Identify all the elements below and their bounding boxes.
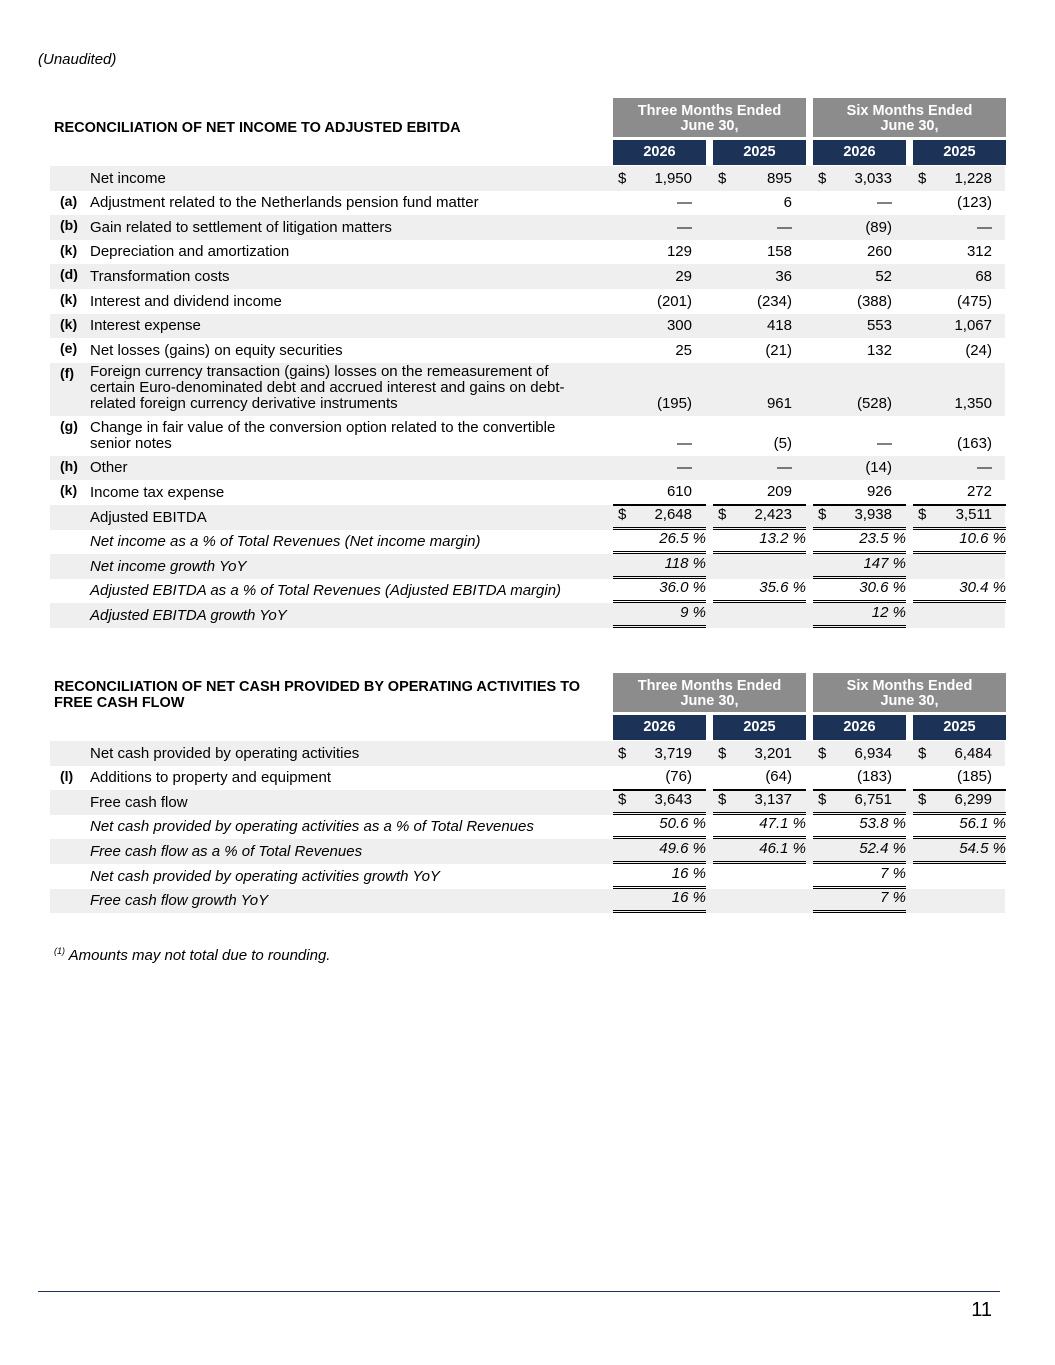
value-cell <box>813 864 906 889</box>
table-row <box>50 815 1005 840</box>
currency-symbol: $ <box>618 790 627 808</box>
value-cell <box>713 530 806 555</box>
currency-symbol: $ <box>718 505 727 523</box>
cell-value: (76) <box>665 768 692 786</box>
value-cell <box>613 889 706 914</box>
cell-value: 1,350 <box>954 394 992 412</box>
value-cell <box>613 741 706 766</box>
value-cell <box>713 741 806 766</box>
value-cell <box>813 289 906 314</box>
footnote-mark: (a) <box>60 192 78 209</box>
cell-value: 209 <box>766 482 792 500</box>
cell-value: — <box>677 434 692 452</box>
cell-value: 3,201 <box>754 744 792 762</box>
value-cell <box>613 839 706 864</box>
period-label: Three Months Ended <box>637 678 782 694</box>
currency-symbol: $ <box>718 744 727 762</box>
cell-value: 1,228 <box>954 169 992 187</box>
value-cell <box>813 338 906 363</box>
year-header: 2025 <box>913 715 1006 740</box>
value-cell <box>913 889 1006 914</box>
cell-value: 29 <box>675 267 692 285</box>
footnote-text: Amounts may not total due to rounding. <box>68 947 331 964</box>
value-cell <box>913 864 1006 889</box>
value-cell <box>613 191 706 216</box>
cell-value: 2,423 <box>754 505 792 523</box>
table-row <box>50 314 1005 339</box>
row-label: Adjusted EBITDA <box>90 508 207 526</box>
value-cell <box>713 579 806 604</box>
row-label: Net cash provided by operating activities growth YoY <box>90 867 440 885</box>
value-cell <box>713 363 806 416</box>
table-row <box>50 215 1005 240</box>
table-row <box>50 530 1005 555</box>
footnote-mark: (g) <box>60 417 78 434</box>
value-cell <box>613 363 706 416</box>
cell-value: 7 % <box>880 889 906 907</box>
value-cell <box>713 289 806 314</box>
table-row <box>50 790 1005 815</box>
year-header: 2025 <box>913 140 1006 165</box>
table-row <box>50 480 1005 505</box>
value-cell <box>913 766 1006 791</box>
cell-value: 52 <box>875 267 892 285</box>
footer-divider <box>38 1291 1000 1292</box>
value-cell <box>813 530 906 555</box>
value-cell <box>713 603 806 628</box>
row-label: Net losses (gains) on equity securities <box>90 341 343 359</box>
table-row <box>50 741 1005 766</box>
row-label: Other <box>90 459 128 477</box>
cell-value: 53.8 % <box>859 815 906 833</box>
rounding-footnote <box>54 946 330 964</box>
cell-value: 300 <box>666 317 692 335</box>
currency-symbol: $ <box>618 744 627 762</box>
value-cell <box>713 839 806 864</box>
value-cell <box>913 314 1006 339</box>
cell-value: (64) <box>765 768 792 786</box>
cell-value: (528) <box>856 394 892 412</box>
page-number: 11 <box>971 1299 992 1321</box>
value-cell <box>913 166 1006 191</box>
cell-value: 56.1 % <box>959 815 1006 833</box>
cell-value: 926 <box>866 482 892 500</box>
currency-symbol: $ <box>918 169 927 187</box>
value-cell <box>913 240 1006 265</box>
cell-value: 30.4 % <box>959 579 1006 597</box>
value-cell <box>613 338 706 363</box>
year-header: 2026 <box>613 140 706 165</box>
value-cell <box>613 790 706 815</box>
currency-symbol: $ <box>918 790 927 808</box>
row-label: Change in fair value of the conversion option related to the convertible senior notes <box>90 418 556 452</box>
currency-symbol: $ <box>718 169 727 187</box>
row-label: Free cash flow <box>90 793 188 811</box>
value-cell <box>713 480 806 505</box>
value-cell <box>913 338 1006 363</box>
value-cell <box>613 579 706 604</box>
value-cell <box>813 790 906 815</box>
cell-value: 25 <box>675 341 692 359</box>
value-cell <box>813 505 906 530</box>
value-cell <box>613 456 706 481</box>
cell-value: (24) <box>965 341 992 359</box>
table-title: RECONCILIATION OF NET CASH PROVIDED BY OPERATING ACTIVITIES TO FREE CASH FLOW <box>54 679 581 711</box>
row-label: Additions to property and equipment <box>90 769 331 787</box>
cell-value: (185) <box>956 768 992 786</box>
footnote-mark: (k) <box>60 482 78 499</box>
adjusted-ebitda-reconciliation-table <box>50 98 1005 628</box>
cell-value: 46.1 % <box>759 839 806 857</box>
cell-value: 54.5 % <box>959 839 1006 857</box>
currency-symbol: $ <box>718 790 727 808</box>
value-cell <box>813 480 906 505</box>
free-cash-flow-reconciliation-table <box>50 673 1005 913</box>
row-label: Net income as a % of Total Revenues (Net income margin) <box>90 533 481 551</box>
value-cell <box>913 416 1006 456</box>
cell-value: — <box>677 194 692 212</box>
value-cell <box>713 889 806 914</box>
value-cell <box>713 815 806 840</box>
cell-value: 3,033 <box>854 169 892 187</box>
cell-value: 6,299 <box>954 790 992 808</box>
table-row <box>50 554 1005 579</box>
value-cell <box>613 554 706 579</box>
cell-value: (201) <box>656 292 692 310</box>
value-cell <box>913 289 1006 314</box>
value-cell <box>713 314 806 339</box>
cell-value: 272 <box>966 482 992 500</box>
table-row <box>50 889 1005 914</box>
row-label: Net income growth YoY <box>90 557 247 575</box>
cell-value: 961 <box>766 394 792 412</box>
period-date: June 30, <box>880 118 939 134</box>
cell-value: — <box>877 194 892 212</box>
cell-value: 3,719 <box>654 744 692 762</box>
value-cell <box>813 889 906 914</box>
cell-value: 553 <box>866 317 892 335</box>
cell-value: (195) <box>656 394 692 412</box>
value-cell <box>813 554 906 579</box>
cell-value: 16 % <box>671 889 706 907</box>
value-cell <box>613 766 706 791</box>
cell-value: 49.6 % <box>659 839 706 857</box>
row-label: Interest and dividend income <box>90 292 282 310</box>
value-cell <box>813 603 906 628</box>
value-cell <box>913 603 1006 628</box>
value-cell <box>613 289 706 314</box>
value-cell <box>813 314 906 339</box>
value-cell <box>913 554 1006 579</box>
row-label: Free cash flow as a % of Total Revenues <box>90 842 363 860</box>
cell-value: 12 % <box>871 603 906 621</box>
value-cell <box>613 215 706 240</box>
table-row <box>50 416 1005 456</box>
value-cell <box>613 530 706 555</box>
row-label: Net cash provided by operating activities as a % of Total Revenues <box>90 818 534 836</box>
value-cell <box>613 166 706 191</box>
value-cell <box>813 166 906 191</box>
row-label: Income tax expense <box>90 483 225 501</box>
footnote-mark: (e) <box>60 340 78 357</box>
cell-value: 47.1 % <box>759 815 806 833</box>
cell-value: 23.5 % <box>859 530 906 548</box>
value-cell <box>813 240 906 265</box>
value-cell <box>813 741 906 766</box>
value-cell <box>913 363 1006 416</box>
value-cell <box>913 505 1006 530</box>
cell-value: 260 <box>866 243 892 261</box>
value-cell <box>913 264 1006 289</box>
cell-value: 36.0 % <box>659 579 706 597</box>
value-cell <box>813 363 906 416</box>
currency-symbol: $ <box>618 169 627 187</box>
table-header <box>50 673 1005 741</box>
cell-value: — <box>877 434 892 452</box>
row-label: Foreign currency transaction (gains) losses on the remeasurement of certain Euro-denominated debt and accrued interest and gains on debt-related foreign currency derivative instruments <box>90 362 565 412</box>
cell-value: — <box>977 459 992 477</box>
cell-value: (234) <box>756 292 792 310</box>
value-cell <box>813 766 906 791</box>
value-cell <box>813 264 906 289</box>
table-row <box>50 579 1005 604</box>
table-row <box>50 240 1005 265</box>
value-cell <box>613 416 706 456</box>
table-row <box>50 363 1005 416</box>
table-row <box>50 338 1005 363</box>
value-cell <box>713 554 806 579</box>
value-cell <box>713 456 806 481</box>
cell-value: 30.6 % <box>859 579 906 597</box>
value-cell <box>713 215 806 240</box>
year-header: 2026 <box>613 715 706 740</box>
cell-value: 13.2 % <box>759 530 806 548</box>
table-row <box>50 505 1005 530</box>
value-cell <box>913 215 1006 240</box>
footnote-mark: (h) <box>60 457 78 474</box>
value-cell <box>813 416 906 456</box>
period-date: June 30, <box>880 693 939 709</box>
row-label: Adjusted EBITDA as a % of Total Revenues (Adjusted EBITDA margin) <box>90 582 562 600</box>
value-cell <box>613 505 706 530</box>
value-cell <box>913 579 1006 604</box>
value-cell <box>613 603 706 628</box>
cell-value: 50.6 % <box>659 815 706 833</box>
cell-value: 7 % <box>880 864 906 882</box>
table-row <box>50 603 1005 628</box>
cell-value: 52.4 % <box>859 839 906 857</box>
value-cell <box>913 191 1006 216</box>
cell-value: (163) <box>956 434 992 452</box>
cell-value: 6 <box>783 194 792 212</box>
cell-value: 6,751 <box>854 790 892 808</box>
currency-symbol: $ <box>918 505 927 523</box>
cell-value: 3,643 <box>654 790 692 808</box>
cell-value: 418 <box>766 317 792 335</box>
cell-value: 312 <box>966 243 992 261</box>
currency-symbol: $ <box>818 505 827 523</box>
footnote-mark: (k) <box>60 315 78 332</box>
currency-symbol: $ <box>818 790 827 808</box>
unaudited-note: (Unaudited) <box>38 51 117 68</box>
table-header <box>50 98 1005 166</box>
six-months-header <box>813 98 1006 137</box>
table-title: RECONCILIATION OF NET INCOME TO ADJUSTED EBITDA <box>54 120 461 136</box>
cell-value: 3,511 <box>955 505 992 523</box>
row-label: Adjustment related to the Netherlands pension fund matter <box>90 194 479 212</box>
table-row <box>50 264 1005 289</box>
value-cell <box>613 240 706 265</box>
value-cell <box>913 456 1006 481</box>
cell-value: (21) <box>765 341 792 359</box>
value-cell <box>713 191 806 216</box>
value-cell <box>713 166 806 191</box>
value-cell <box>813 815 906 840</box>
row-label: Depreciation and amortization <box>90 243 290 261</box>
period-label: Three Months Ended <box>637 103 782 119</box>
table-body <box>50 166 1005 628</box>
cell-value: 26.5 % <box>659 530 706 548</box>
period-label: Six Months Ended <box>846 103 973 119</box>
table-row <box>50 766 1005 791</box>
row-label: Adjusted EBITDA growth YoY <box>90 606 287 624</box>
value-cell <box>913 530 1006 555</box>
row-label: Net cash provided by operating activities <box>90 744 360 762</box>
row-label: Free cash flow growth YoY <box>90 892 269 910</box>
cell-value: 129 <box>666 243 692 261</box>
cell-value: (123) <box>956 194 992 212</box>
cell-value: 68 <box>975 267 992 285</box>
value-cell <box>613 815 706 840</box>
cell-value: (14) <box>865 459 892 477</box>
cell-value: 9 % <box>680 603 706 621</box>
value-cell <box>813 215 906 240</box>
table-row <box>50 191 1005 216</box>
cell-value: 895 <box>766 169 792 187</box>
row-label: Transformation costs <box>90 267 230 285</box>
table-body <box>50 741 1005 913</box>
value-cell <box>813 839 906 864</box>
cell-value: — <box>677 459 692 477</box>
value-cell <box>913 480 1006 505</box>
row-label: Net income <box>90 169 166 187</box>
cell-value: 158 <box>766 243 792 261</box>
cell-value: 6,484 <box>954 744 992 762</box>
cell-value: (388) <box>856 292 892 310</box>
footnote-mark: (l) <box>60 767 74 784</box>
year-header: 2026 <box>813 140 906 165</box>
row-label: Interest expense <box>90 317 201 335</box>
table-row <box>50 839 1005 864</box>
cell-value: — <box>777 218 792 236</box>
value-cell <box>713 790 806 815</box>
cell-value: 35.6 % <box>759 579 806 597</box>
cell-value: (5) <box>773 434 792 452</box>
value-cell <box>913 815 1006 840</box>
cell-value: 118 % <box>664 554 706 572</box>
year-header: 2026 <box>813 715 906 740</box>
value-cell <box>713 505 806 530</box>
year-header: 2025 <box>713 140 806 165</box>
cell-value: 6,934 <box>854 744 892 762</box>
value-cell <box>713 264 806 289</box>
cell-value: 3,938 <box>854 505 892 523</box>
value-cell <box>913 839 1006 864</box>
cell-value: 10.6 % <box>959 530 1006 548</box>
row-label: Gain related to settlement of litigation matters <box>90 218 392 236</box>
value-cell <box>713 338 806 363</box>
value-cell <box>713 864 806 889</box>
table-row <box>50 289 1005 314</box>
value-cell <box>613 264 706 289</box>
cell-value: — <box>977 218 992 236</box>
footnote-mark: (k) <box>60 290 78 307</box>
cell-value: (183) <box>856 768 892 786</box>
cell-value: 16 % <box>671 864 706 882</box>
value-cell <box>713 240 806 265</box>
value-cell <box>713 416 806 456</box>
value-cell <box>913 790 1006 815</box>
period-date: June 30, <box>680 693 739 709</box>
currency-symbol: $ <box>618 505 627 523</box>
currency-symbol: $ <box>918 744 927 762</box>
cell-value: 132 <box>866 341 892 359</box>
footnote-marker: (1) <box>54 946 65 956</box>
footnote-mark: (d) <box>60 266 78 283</box>
three-months-header <box>613 673 806 712</box>
table-row <box>50 456 1005 481</box>
six-months-header <box>813 673 1006 712</box>
value-cell <box>613 314 706 339</box>
period-label: Six Months Ended <box>846 678 973 694</box>
value-cell <box>813 191 906 216</box>
cell-value: 610 <box>666 482 692 500</box>
cell-value: 36 <box>775 267 792 285</box>
footnote-mark: (k) <box>60 241 78 258</box>
cell-value: (475) <box>956 292 992 310</box>
table-row <box>50 166 1005 191</box>
year-header: 2025 <box>713 715 806 740</box>
cell-value: — <box>777 459 792 477</box>
cell-value: 1,067 <box>954 317 992 335</box>
cell-value: 1,950 <box>654 169 692 187</box>
cell-value: 3,137 <box>754 790 792 808</box>
currency-symbol: $ <box>818 169 827 187</box>
three-months-header <box>613 98 806 137</box>
value-cell <box>613 480 706 505</box>
footnote-mark: (b) <box>60 217 78 234</box>
value-cell <box>913 741 1006 766</box>
value-cell <box>613 864 706 889</box>
cell-value: 147 % <box>863 554 906 572</box>
value-cell <box>713 766 806 791</box>
footnote-mark: (f) <box>60 364 74 381</box>
value-cell <box>813 456 906 481</box>
cell-value: (89) <box>865 218 892 236</box>
cell-value: — <box>677 218 692 236</box>
cell-value: 2,648 <box>654 505 692 523</box>
table-row <box>50 864 1005 889</box>
value-cell <box>813 579 906 604</box>
currency-symbol: $ <box>818 744 827 762</box>
period-date: June 30, <box>680 118 739 134</box>
